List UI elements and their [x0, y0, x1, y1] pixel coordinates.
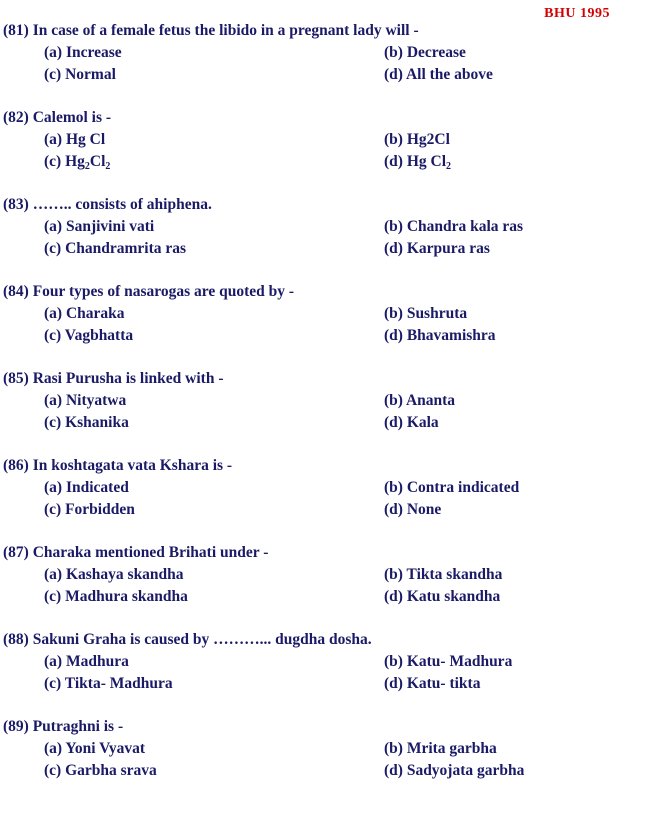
- option-b: (b) Tikta skandha: [384, 566, 503, 583]
- option-d: (d) Katu skandha: [384, 588, 501, 605]
- subscript: 2: [84, 161, 90, 172]
- option-row: [3, 738, 643, 760]
- option-row: [3, 64, 643, 86]
- question-stem: (82) Calemol is -: [3, 109, 112, 126]
- question-stem: (83) …….. consists of ahiphena.: [3, 196, 212, 213]
- question-87: [3, 542, 643, 608]
- question-82: [3, 107, 643, 173]
- option-c: [44, 151, 384, 173]
- option-a: (a) Madhura: [44, 653, 129, 670]
- option-a: (a) Sanjivini vati: [44, 218, 155, 235]
- question-89: [3, 716, 643, 782]
- option-c: (c) Madhura skandha: [44, 588, 188, 605]
- option-row: [3, 390, 643, 412]
- question-stem: (81) In case of a female fetus the libido in a pregnant lady will -: [3, 22, 419, 39]
- option-b: (b) Ananta: [384, 392, 456, 409]
- option-row: [3, 564, 643, 586]
- option-row: [3, 303, 643, 325]
- option-b: (b) Chandra kala ras: [384, 218, 524, 235]
- option-a: (a) Hg Cl: [44, 131, 106, 148]
- option-a: (a) Increase: [44, 44, 122, 61]
- option-c: (c) Forbidden: [44, 501, 135, 518]
- option-c: (c) Tikta- Madhura: [44, 675, 173, 692]
- option-c: (c) Normal: [44, 66, 116, 83]
- option-d: (d) Sadyojata garbha: [384, 762, 525, 779]
- question-stem: (87) Charaka mentioned Brihati under -: [3, 544, 269, 561]
- option-row: [3, 151, 643, 173]
- option-b: (b) Decrease: [384, 44, 466, 61]
- option-row: [3, 760, 643, 782]
- option-d: (d) Bhavamishra: [384, 327, 496, 344]
- option-row: [3, 216, 643, 238]
- option-c: (c) Chandramrita ras: [44, 240, 187, 257]
- option-c: (c) Garbha srava: [44, 762, 157, 779]
- subscript: 2: [105, 161, 111, 172]
- option-b: (b) Hg2Cl: [384, 131, 450, 148]
- option-row: [3, 412, 643, 434]
- option-c: (c) Kshanika: [44, 414, 129, 431]
- option-c: (c) Vagbhatta: [44, 327, 134, 344]
- question-stem: (86) In koshtagata vata Kshara is -: [3, 457, 233, 474]
- option-row: [3, 129, 643, 151]
- option-c-text: (c) Hg: [44, 153, 85, 170]
- option-c-text: Cl: [89, 153, 106, 170]
- question-84: [3, 281, 643, 347]
- question-stem: (84) Four types of nasarogas are quoted by -: [3, 283, 295, 300]
- option-d: (d) Katu- tikta: [384, 675, 481, 692]
- option-row: [3, 499, 643, 521]
- option-d: (d) Karpura ras: [384, 240, 490, 257]
- option-row: [3, 673, 643, 695]
- option-b: (b) Katu- Madhura: [384, 653, 513, 670]
- option-b: (b) Sushruta: [384, 305, 468, 322]
- option-row: [3, 325, 643, 347]
- question-85: [3, 368, 643, 434]
- question-stem: (85) Rasi Purusha is linked with -: [3, 370, 224, 387]
- option-d-text: (d) Hg Cl: [384, 153, 446, 170]
- option-row: [3, 586, 643, 608]
- subscript: 2: [446, 161, 451, 172]
- option-a: (a) Nityatwa: [44, 392, 127, 409]
- question-stem: (88) Sakuni Graha is caused by ………... dugdha dosha.: [3, 631, 372, 648]
- option-a: (a) Indicated: [44, 479, 129, 496]
- option-b: (b) Contra indicated: [384, 479, 520, 496]
- question-81: [3, 20, 643, 86]
- question-list: [3, 20, 643, 803]
- option-row: [3, 477, 643, 499]
- option-row: [3, 651, 643, 673]
- option-d: (d) None: [384, 501, 442, 518]
- option-row: [3, 42, 643, 64]
- question-stem: (89) Putraghni is -: [3, 718, 124, 735]
- question-88: [3, 629, 643, 695]
- option-d: [384, 151, 634, 173]
- exam-source-tag: BHU 1995: [544, 6, 610, 21]
- question-86: [3, 455, 643, 521]
- option-b: (b) Mrita garbha: [384, 740, 497, 757]
- option-d: (d) All the above: [384, 66, 493, 83]
- option-row: [3, 238, 643, 260]
- option-a: (a) Kashaya skandha: [44, 566, 184, 583]
- option-a: (a) Charaka: [44, 305, 125, 322]
- question-83: [3, 194, 643, 260]
- option-a: (a) Yoni Vyavat: [44, 740, 146, 757]
- option-d: (d) Kala: [384, 414, 439, 431]
